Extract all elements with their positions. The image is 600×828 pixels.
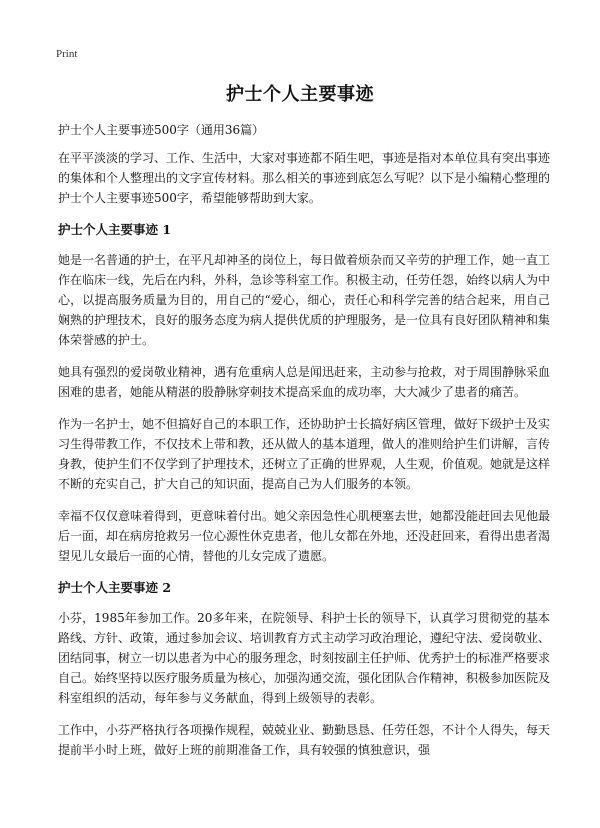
paragraph: 幸福不仅仅意味着得到，更意味着付出。她父亲因急性心肌梗塞去世，她都没能赶回去见他最后一面，却在病房抢救另一位心源性休克患者，他儿女都在外地，还没赶回来，看得出患者渴望见儿女最后一面的心情，替他的儿女完成了遗愿。: [58, 509, 551, 563]
paragraph: 作为一名护士，她不但搞好自己的本职工作，还协助护士长搞好病区管理，做好下级护士及实习生得带教工作，不仅技术上带和教，还从做人的基本道理，做人的准则给护生们讲解，言传身教，使护生们不仅学到了护理技术，还树立了正确的世界观，人生观，价值观。她就是这样不断的充实自己，扩大自己的知识面，提高自己为人们服务的本领。: [58, 417, 551, 491]
paragraph: 她具有强烈的爱岗敬业精神，遇有危重病人总是闻迅赶来，主动参与抢救，对于周围静脉采血困难的患者，她能从精湛的股静脉穿刺技术提高采血的成功率，大大减少了患者的痛苦。: [58, 365, 551, 399]
intro-paragraph: 在平平淡淡的学习、工作、生活中，大家对事迹都不陌生吧，事迹是指对本单位具有突出事迹的集体和个人整理出的文字宣传材料。那么相关的事迹到底怎么写呢？以下是小编精心整理的护士个人主要事迹500字，希望能够帮助到大家。: [58, 151, 551, 205]
paragraph: 工作中，小芬严格执行各项操作规程，兢兢业业、勤勤恳恳、任劳任怨，不计个人得失，每天提前半小时上班，做好上班的前期准备工作，具有较强的慎独意识，强: [58, 723, 551, 757]
paragraph: 她是一名普通的护士，在平凡却神圣的岗位上，每日做着烦杂而又辛劳的护理工作，她一直工作在临床一线，先后在内科，外科，急诊等科室工作。积极主动，任劳任怨，始终以病人为中心，以提高服务质量为目的，用自己的“爱心，细心，责任心和科学完善的结合起来，用自己娴熟的护理技术，良好的服务态度为病人提供优质的护理服务，是一位具有良好团队精神和集体荣誉感的护士。: [58, 253, 551, 347]
section-heading: 护士个人主要事迹 1: [58, 222, 172, 237]
paragraph: 小芬，1985年参加工作。20多年来，在院领导、科护士长的领导下，认真学习贯彻党的基本路线、方针、政策，通过参加会议、培训教育方式主动学习政治理论，遵纪守法、爱岗敬业、团结同事，树立一切以患者为中心的服务理念，时刻按副主任护师、优秀护士的标准严格要求自己。始终坚持以医疗服务质量为核心，加强沟通交流，强化团队合作精神，积极参加医院及科室组织的活动，每年参与义务献血，得到上级领导的表彰。: [58, 611, 551, 705]
document-body: [58, 120, 550, 772]
section-heading: 护士个人主要事迹 2: [58, 580, 172, 595]
subtitle: 护士个人主要事迹500字（通用36篇）: [58, 123, 265, 137]
page-title: 护士个人主要事迹: [226, 84, 374, 105]
print-label[interactable]: Print: [56, 48, 78, 60]
